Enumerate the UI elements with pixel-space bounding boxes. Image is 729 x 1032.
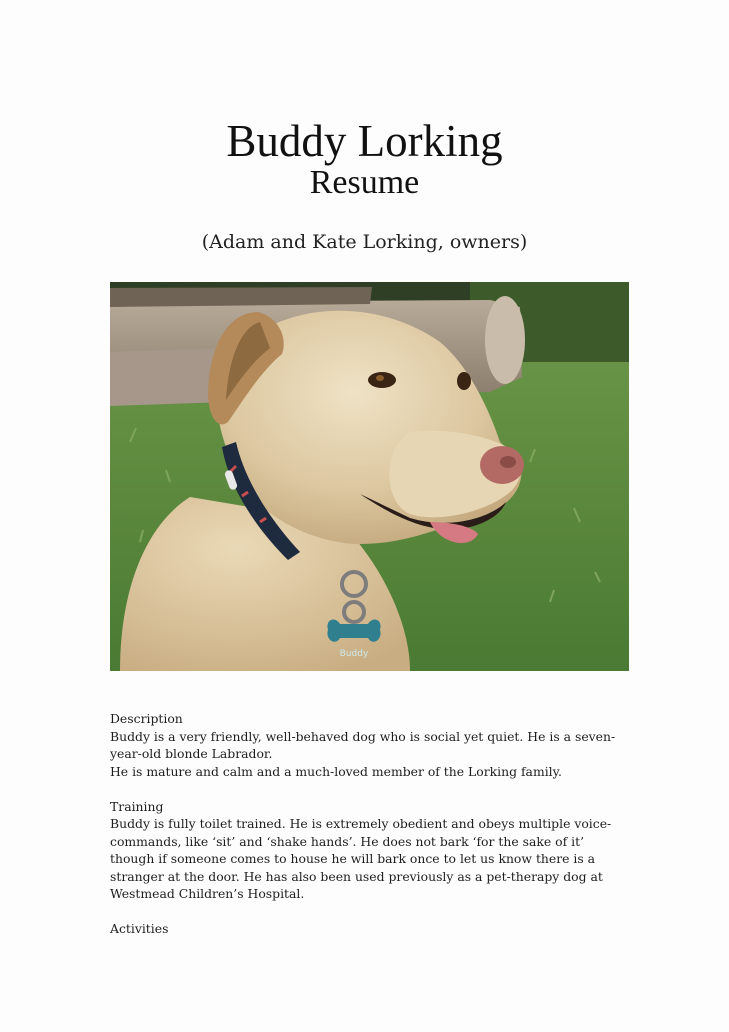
- collar-tag-text: Buddy: [339, 649, 369, 659]
- dog-photo: [110, 282, 629, 671]
- activities-heading: Activities: [110, 921, 169, 936]
- section-training: [110, 798, 625, 903]
- resume-content: [110, 710, 625, 955]
- training-paragraph-1: Buddy is fully toilet trained. He is extremely obedient and obeys multiple voice-commands, like ‘sit’ and ‘shake hands’. He does not bark ‘for the sake of it’ though if someone comes to house he will bark once to let us know there is a stranger at the door. He has also been used previously as a pet-therapy dog at Westmead Children’s Hospital.: [110, 816, 612, 901]
- description-heading: Description: [110, 711, 183, 726]
- section-description: [110, 710, 625, 780]
- description-paragraph-1: Buddy is a very friendly, well-behaved dog who is social yet quiet. He is a seven-year-old blonde Labrador.: [110, 728, 616, 761]
- section-activities: [110, 920, 625, 938]
- owners-line: (Adam and Kate Lorking, owners): [201, 231, 528, 253]
- description-paragraph-2: He is mature and calm and a much-loved member of the Lorking family.: [110, 763, 562, 779]
- page-subtitle: Resume: [309, 164, 420, 201]
- training-heading: Training: [110, 798, 164, 814]
- page-title: Buddy Lorking: [226, 116, 503, 166]
